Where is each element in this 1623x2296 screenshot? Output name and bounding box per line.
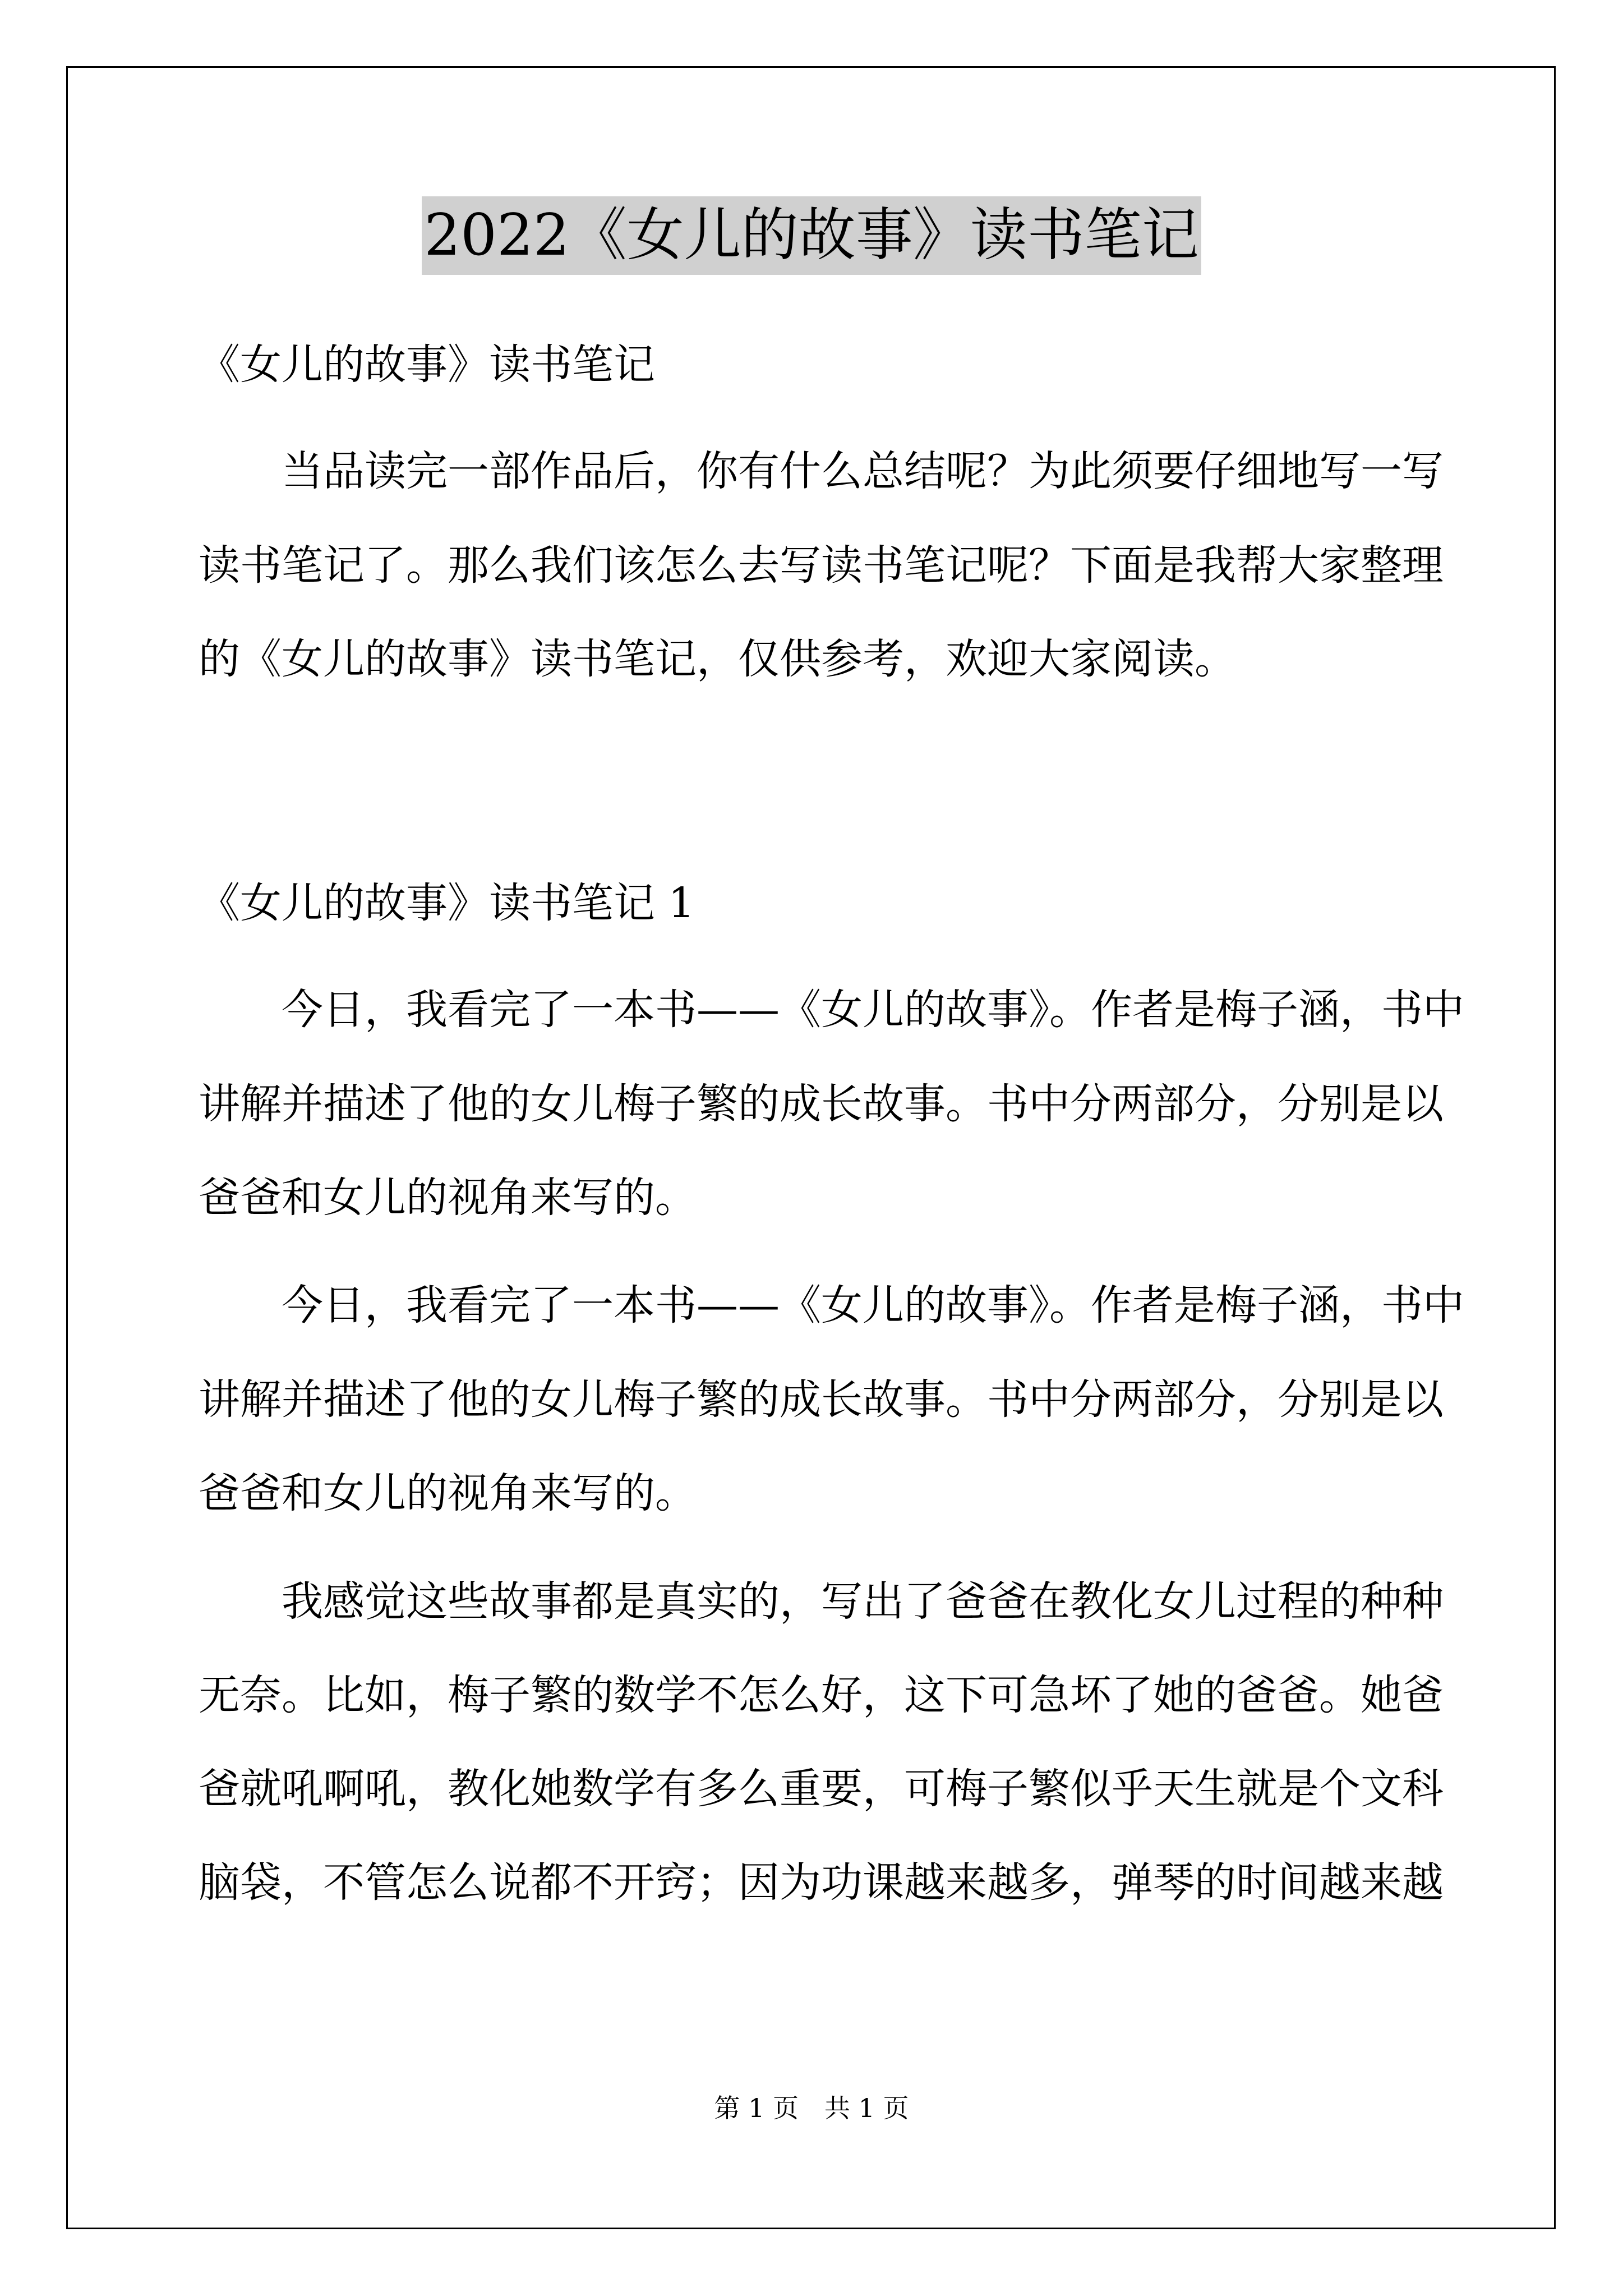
paragraph-line: 的《女儿的故事》读书笔记，仅供参考，欢迎大家阅读。 — [199, 635, 1236, 683]
paragraph-line: 读书笔记了。那么我们该怎么去写读书笔记呢？下面是我帮大家整理 — [199, 541, 1444, 590]
paragraph-line: 讲解并描述了他的女儿梅子繁的成长故事。书中分两部分，分别是以 — [199, 1375, 1444, 1424]
paragraph-line: 爸就吼啊吼，教化她数学有多么重要，可梅子繁似乎天生就是个文科 — [199, 1765, 1444, 1813]
paragraph-line: 脑袋，不管怎么说都不开窍；因为功课越来越多，弹琴的时间越来越 — [199, 1858, 1444, 1907]
section-heading: 《女儿的故事》读书笔记 1 — [199, 879, 695, 927]
paragraph-line: 今日，我看完了一本书——《女儿的故事》。作者是梅子涵，书中 — [282, 1281, 1464, 1329]
page-footer: 第 1 页 共 1 页 — [714, 2093, 909, 2123]
paragraph-line: 爸爸和女儿的视角来写的。 — [199, 1174, 697, 1222]
paragraph-line: 今日，我看完了一本书——《女儿的故事》。作者是梅子涵，书中 — [282, 986, 1464, 1034]
document-title: 2022《女儿的故事》读书笔记 — [422, 196, 1201, 275]
paragraph-line: 当品读完一部作品后，你有什么总结呢？为此须要仔细地写一写 — [282, 447, 1444, 495]
paragraph-line: 爸爸和女儿的视角来写的。 — [199, 1469, 697, 1517]
paragraph-line: 讲解并描述了他的女儿梅子繁的成长故事。书中分两部分，分别是以 — [199, 1080, 1444, 1128]
title-container — [0, 196, 1623, 275]
paragraph-line: 无奈。比如，梅子繁的数学不怎么好，这下可急坏了她的爸爸。她爸 — [199, 1671, 1444, 1719]
paragraph-line: 我感觉这些故事都是真实的，写出了爸爸在教化女儿过程的种种 — [282, 1577, 1444, 1626]
section-heading: 《女儿的故事》读书笔记 — [199, 341, 655, 389]
